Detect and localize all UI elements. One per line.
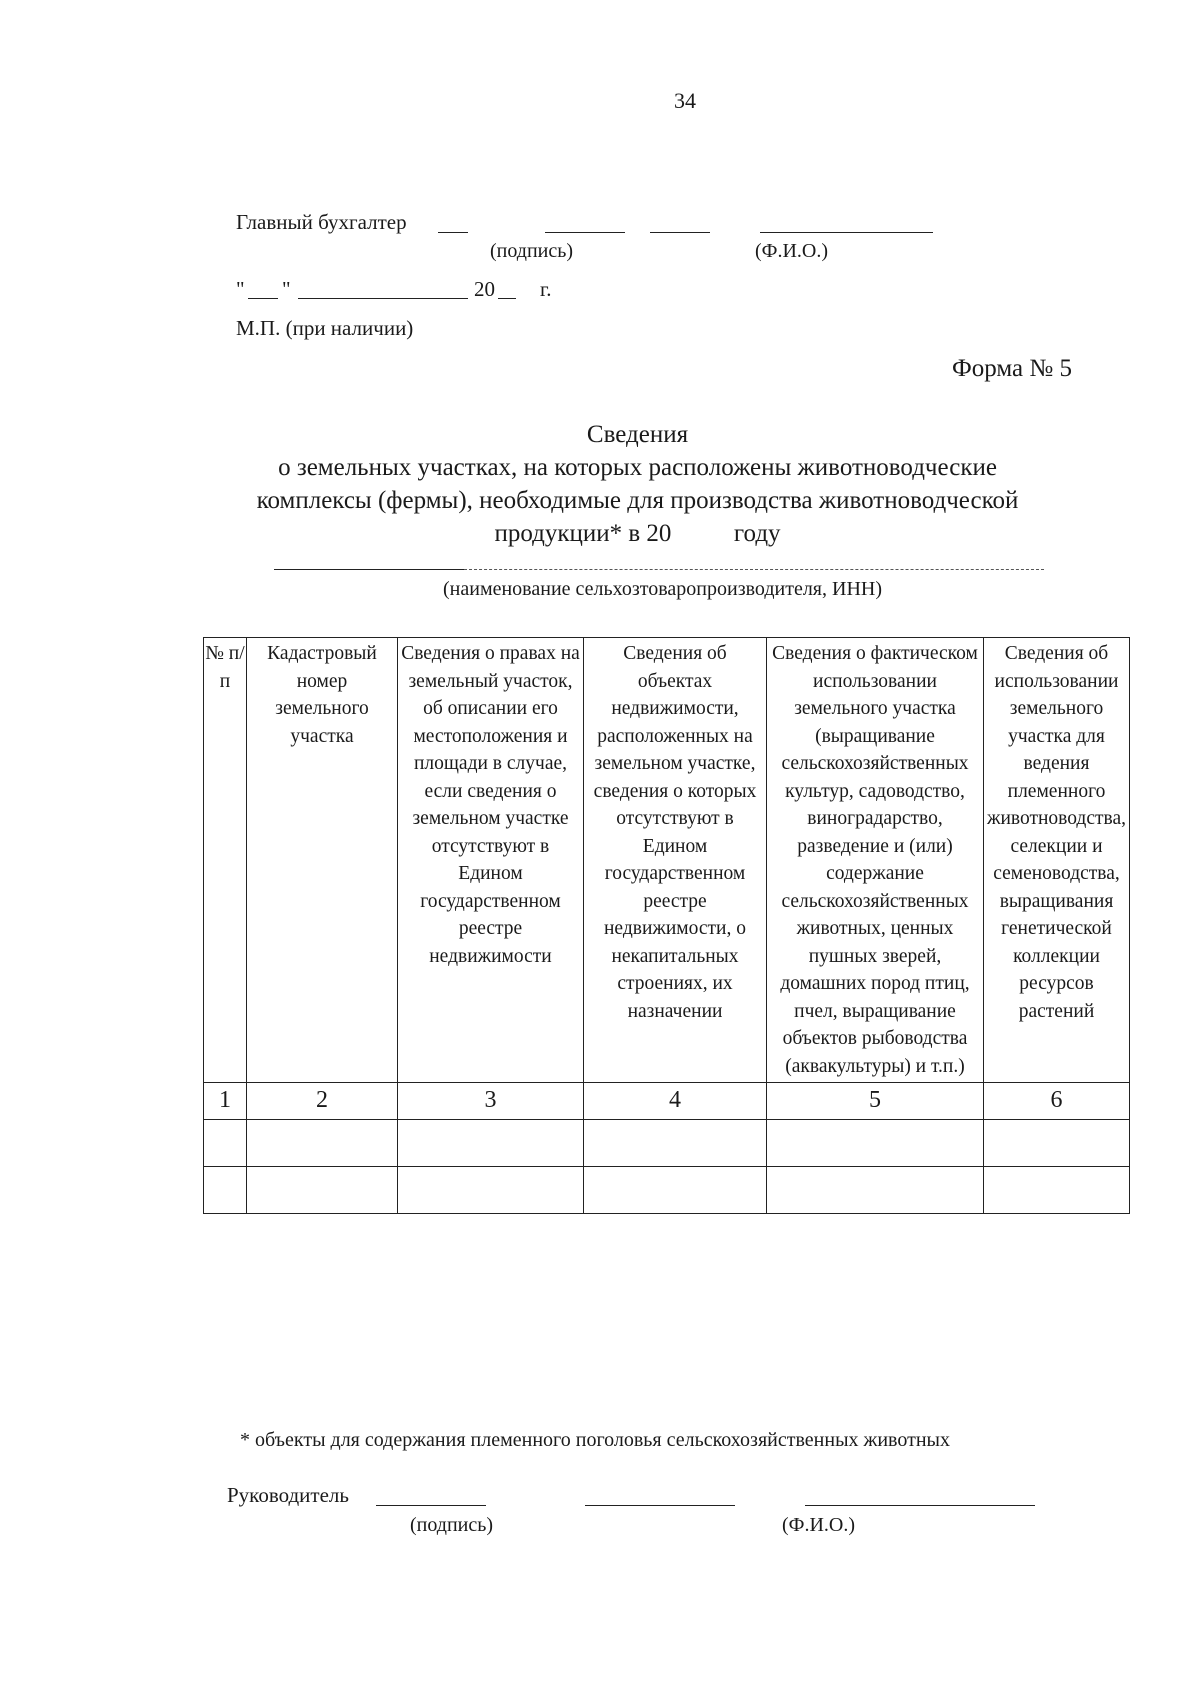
table-cell[interactable] [584,1166,767,1213]
chief-accountant-name-line-1[interactable] [650,232,710,233]
header-breeding-use: Сведения об использовании земельного участка для ведения племенного животноводства, селекции и семеноводства, выращивания генетической коллекции ресурсов растений [984,638,1130,1083]
date-quote-open: " [236,277,245,301]
chief-accountant-signature-caption: (подпись) [490,240,574,262]
chief-accountant-signature-line-2[interactable] [545,232,625,233]
date-year-prefix: 20 [474,277,495,301]
table-cell[interactable] [247,1119,398,1166]
seal-placeholder: М.П. (при наличии) [236,316,414,340]
head-label: Руководитель [227,1483,349,1507]
date-day-line[interactable] [248,298,278,299]
table-cell[interactable] [584,1119,767,1166]
column-number: 2 [247,1083,398,1120]
title-line-4 [150,517,1125,550]
chief-accountant-label: Главный бухгалтер [236,210,407,234]
table-cell[interactable] [767,1166,984,1213]
column-number: 5 [767,1083,984,1120]
head-signature-caption: (подпись) [410,1514,494,1536]
header-row-number: № п/п [204,638,247,1083]
date-year-line[interactable] [498,298,516,299]
date-month-line[interactable] [298,298,468,299]
header-rights-info: Сведения о правах на земельный участок, об описании его местоположения и площади в случае, если сведения о земельном участке отсутствуют в Едином государственном реестре недвижимости [398,638,584,1083]
table-cell[interactable] [247,1166,398,1213]
producer-name-line-2[interactable] [464,569,1044,570]
table-row [204,1119,1130,1166]
table-header-row [204,638,1130,1083]
table-cell[interactable] [767,1119,984,1166]
head-name-line-1[interactable] [585,1505,735,1506]
table-cell[interactable] [398,1119,584,1166]
date-quote-close: " [282,277,291,301]
table-cell[interactable] [984,1119,1130,1166]
title-line-1: Сведения [586,421,689,448]
table-cell[interactable] [204,1166,247,1213]
table-cell[interactable] [398,1166,584,1213]
header-cadastral-number: Кадастровый номер земельного участка [247,638,398,1083]
title-line-2: о земельных участках, на которых расположены животноводческие [278,454,997,481]
producer-name-line-1[interactable] [274,569,464,570]
column-number: 1 [204,1083,247,1120]
table-row [204,1166,1130,1213]
footnote: * объекты для содержания племенного поголовья сельскохозяйственных животных [240,1429,950,1451]
title-line-3: комплексы (фермы), необходимые для производства животноводческой [256,487,1019,514]
chief-accountant-signature-line[interactable] [438,232,468,233]
document-title [150,418,1125,550]
head-name-caption: (Ф.И.О.) [782,1514,856,1536]
header-real-estate-objects: Сведения об объектах недвижимости, расположенных на земельном участке, сведения о которых отсутствуют в Едином государственном реестре недвижимости, о некапитальных строениях, их назначении [584,638,767,1083]
header-actual-use: Сведения о фактическом использовании земельного участка (выращивание сельскохозяйственных культур, садоводство, виноградарство, разведение и (или) содержание сельскохозяйственных животных, ценных пушных зверей, домашних пород птиц, пчел, выращивание объектов рыбоводства (аквакультуры) и т.п.) [767,638,984,1083]
chief-accountant-name-line-2[interactable] [760,232,933,233]
column-numbers-row [204,1083,1130,1120]
column-number: 6 [984,1083,1130,1120]
land-plots-table [203,637,1130,1214]
form-number: Форма № 5 [952,355,1072,382]
chief-accountant-name-caption: (Ф.И.О.) [755,240,829,262]
table-cell[interactable] [984,1166,1130,1213]
column-number: 4 [584,1083,767,1120]
head-signature-line[interactable] [376,1505,486,1506]
title-line-4-part-1: продукции* в 20 [494,520,672,547]
date-year-suffix: г. [540,277,552,301]
page-number: 34 [674,88,696,113]
head-name-line-2[interactable] [805,1505,1035,1506]
producer-caption: (наименование сельхозтоваропроизводителя, ИНН) [443,578,882,600]
column-number: 3 [398,1083,584,1120]
table-cell[interactable] [204,1119,247,1166]
title-line-4-part-2: году [733,520,781,547]
